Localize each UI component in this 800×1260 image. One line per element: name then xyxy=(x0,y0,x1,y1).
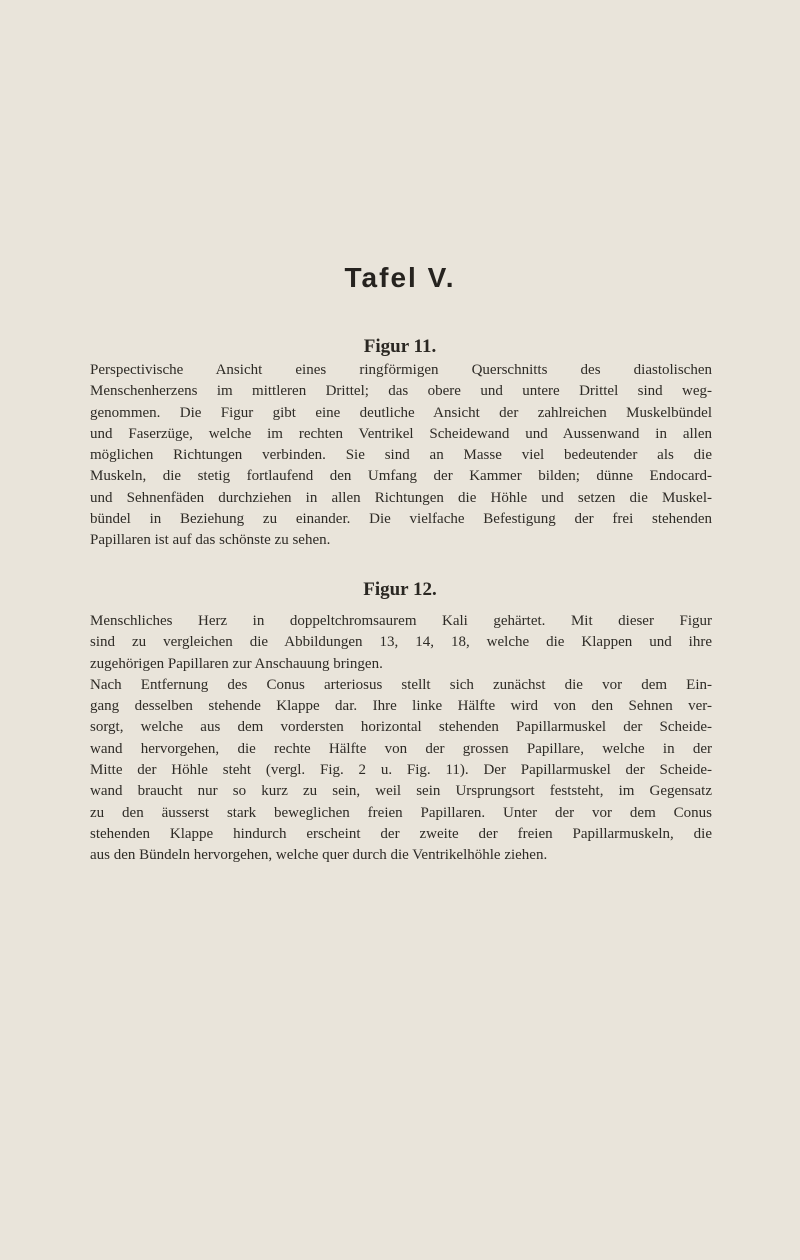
text-line: gang desselben stehende Klappe dar. Ihre linke Hälfte wird von den Sehnen ver- xyxy=(90,698,712,715)
plate-title: Tafel V. xyxy=(344,262,456,293)
text-line: zugehörigen Papillaren zur Anschauung bringen. xyxy=(90,655,383,672)
text-line: Papillaren ist auf das schönste zu sehen. xyxy=(90,532,331,549)
figure-11-description xyxy=(90,360,712,552)
figure-12-description xyxy=(90,611,712,867)
text-line: aus den Bündeln hervorgehen, welche quer durch die Ventrikelhöhle ziehen. xyxy=(90,847,548,864)
text-line: genommen. Die Figur gibt eine deutliche Ansicht der zahlreichen Muskelbündel xyxy=(90,404,712,421)
text-line: möglichen Richtungen verbinden. Sie sind an Masse viel bedeutender als die xyxy=(90,447,712,464)
text-line: sorgt, welche aus dem vordersten horizontal stehenden Papillarmuskel der Scheide- xyxy=(90,719,712,736)
text-line: wand hervorgehen, die rechte Hälfte von der grossen Papillare, welche in der xyxy=(90,740,712,757)
text-line: Menschenherzens im mittleren Drittel; das obere und untere Drittel sind weg- xyxy=(90,383,712,400)
figure-11-heading: Figur 11. xyxy=(363,336,437,357)
text-line: zu den äusserst stark beweglichen freien Papillaren. Unter der vor dem Conus xyxy=(90,804,712,821)
text-line: Perspectivische Ansicht eines ringförmigen Querschnitts des diastolischen xyxy=(90,362,712,378)
text-line: bündel in Beziehung zu einander. Die vielfache Befestigung der frei stehenden xyxy=(90,511,712,528)
text-line: und Faserzüge, welche im rechten Ventrikel Scheidewand und Aussenwand in allen xyxy=(90,425,712,442)
text-line: und Sehnenfäden durchziehen in allen Richtungen die Höhle und setzen die Muskel- xyxy=(90,489,712,506)
text-line: sind zu vergleichen die Abbildungen 13, 14, 18, welche die Klappen und ihre xyxy=(90,634,712,651)
figure-12-heading: Figur 12. xyxy=(363,579,437,600)
text-line: stehenden Klappe hindurch erscheint der zweite der freien Papillarmuskeln, die xyxy=(90,825,712,842)
text-line: Menschliches Herz in doppeltchromsaurem Kali gehärtet. Mit dieser Figur xyxy=(90,613,712,629)
text-line: Nach Entfernung des Conus arteriosus stellt sich zunächst die vor dem Ein- xyxy=(90,676,712,693)
text-line: wand braucht nur so kurz zu sein, weil sein Ursprungsort feststeht, im Gegensatz xyxy=(90,783,712,800)
text-line: Muskeln, die stetig fortlaufend den Umfang der Kammer bilden; dünne Endocard- xyxy=(90,468,712,485)
text-line: Mitte der Höhle steht (vergl. Fig. 2 u. Fig. 11). Der Papillarmuskel der Scheide- xyxy=(90,762,712,779)
